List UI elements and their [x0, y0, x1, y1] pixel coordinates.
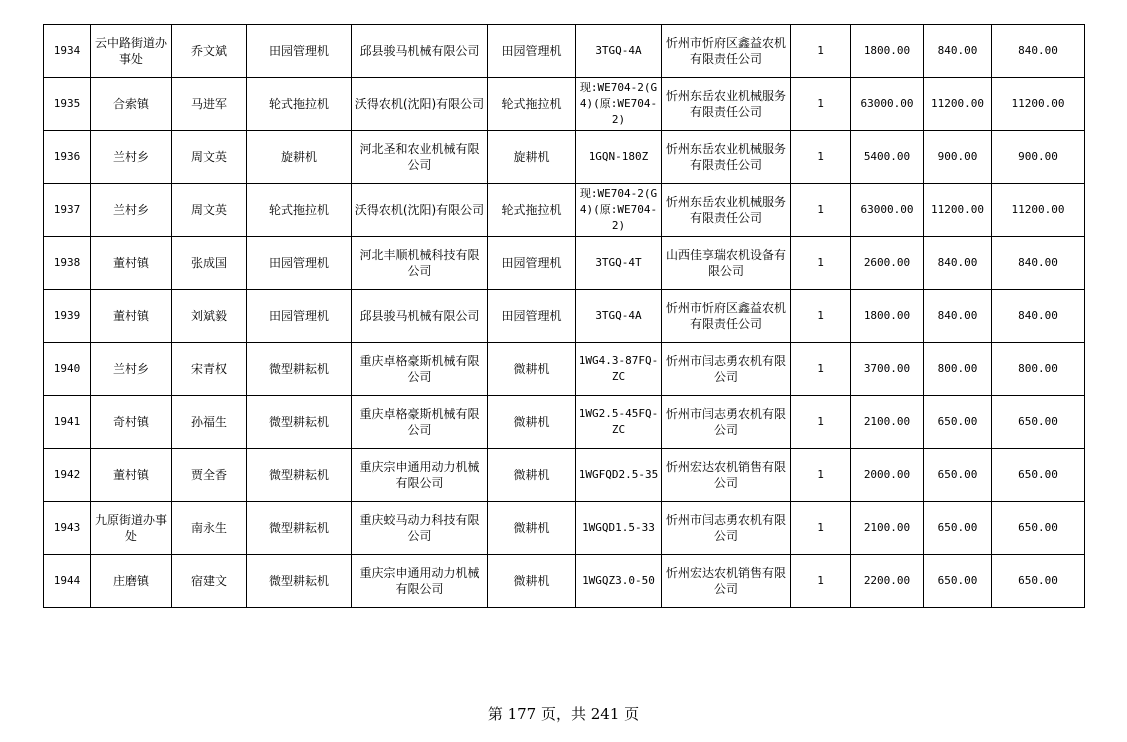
cell-town: 董村镇 [91, 449, 172, 502]
cell-quantity: 1 [791, 343, 851, 396]
cell-product: 微耕机 [488, 555, 576, 608]
cell-subsidy: 840.00 [924, 237, 992, 290]
cell-serial-no: 1939 [44, 290, 91, 343]
table-row [44, 78, 1085, 131]
cell-model: 3TGQ-4A [576, 25, 662, 78]
cell-quantity: 1 [791, 555, 851, 608]
cell-product: 轮式拖拉机 [488, 184, 576, 237]
cell-model: 1WGFQD2.5-35 [576, 449, 662, 502]
cell-total-subsidy: 650.00 [992, 396, 1085, 449]
cell-applicant: 南永生 [172, 502, 247, 555]
cell-model: 3TGQ-4A [576, 290, 662, 343]
cell-price: 1800.00 [851, 25, 924, 78]
cell-town: 庄磨镇 [91, 555, 172, 608]
cell-town: 合索镇 [91, 78, 172, 131]
cell-model: 1GQN-180Z [576, 131, 662, 184]
cell-subsidy: 650.00 [924, 396, 992, 449]
cell-subsidy: 840.00 [924, 290, 992, 343]
cell-model: 1WG4.3-87FQ-ZC [576, 343, 662, 396]
cell-category: 田园管理机 [247, 290, 352, 343]
cell-subsidy: 800.00 [924, 343, 992, 396]
cell-town: 兰村乡 [91, 343, 172, 396]
cell-dealer: 忻州东岳农业机械服务有限责任公司 [662, 78, 791, 131]
cell-applicant: 宿建文 [172, 555, 247, 608]
cell-category: 轮式拖拉机 [247, 78, 352, 131]
cell-product: 旋耕机 [488, 131, 576, 184]
cell-manufacturer: 邱县骏马机械有限公司 [352, 290, 488, 343]
cell-dealer: 忻州市忻府区鑫益农机有限责任公司 [662, 25, 791, 78]
cell-subsidy: 11200.00 [924, 184, 992, 237]
cell-price: 5400.00 [851, 131, 924, 184]
cell-applicant: 乔文斌 [172, 25, 247, 78]
cell-subsidy: 900.00 [924, 131, 992, 184]
cell-model: 1WGQZ3.0-50 [576, 555, 662, 608]
table-row [44, 449, 1085, 502]
subsidy-table [43, 24, 1085, 608]
cell-quantity: 1 [791, 502, 851, 555]
cell-manufacturer: 重庆宗申通用动力机械有限公司 [352, 555, 488, 608]
cell-model: 3TGQ-4T [576, 237, 662, 290]
cell-town: 云中路街道办事处 [91, 25, 172, 78]
cell-product: 微耕机 [488, 502, 576, 555]
cell-applicant: 宋青权 [172, 343, 247, 396]
cell-total-subsidy: 840.00 [992, 237, 1085, 290]
cell-model: 1WG2.5-45FQ-ZC [576, 396, 662, 449]
cell-quantity: 1 [791, 78, 851, 131]
cell-total-subsidy: 11200.00 [992, 78, 1085, 131]
page-footer: 第 177 页，共 241 页 [487, 705, 640, 723]
cell-dealer: 忻州东岳农业机械服务有限责任公司 [662, 131, 791, 184]
cell-town: 兰村乡 [91, 184, 172, 237]
table-row [44, 131, 1085, 184]
cell-price: 1800.00 [851, 290, 924, 343]
cell-serial-no: 1942 [44, 449, 91, 502]
cell-town: 兰村乡 [91, 131, 172, 184]
cell-price: 2600.00 [851, 237, 924, 290]
cell-dealer: 忻州宏达农机销售有限公司 [662, 555, 791, 608]
cell-serial-no: 1937 [44, 184, 91, 237]
cell-subsidy: 650.00 [924, 555, 992, 608]
cell-quantity: 1 [791, 290, 851, 343]
cell-subsidy: 650.00 [924, 449, 992, 502]
table-row [44, 502, 1085, 555]
cell-price: 2200.00 [851, 555, 924, 608]
cell-applicant: 贾全香 [172, 449, 247, 502]
table-row [44, 237, 1085, 290]
cell-serial-no: 1935 [44, 78, 91, 131]
table-row [44, 25, 1085, 78]
table-row [44, 290, 1085, 343]
cell-model: 1WGQD1.5-33 [576, 502, 662, 555]
cell-town: 董村镇 [91, 290, 172, 343]
cell-category: 轮式拖拉机 [247, 184, 352, 237]
cell-serial-no: 1941 [44, 396, 91, 449]
cell-manufacturer: 重庆卓格豪斯机械有限公司 [352, 343, 488, 396]
cell-model: 现:WE704-2(G4)(原:WE704-2) [576, 184, 662, 237]
cell-price: 63000.00 [851, 78, 924, 131]
cell-product: 田园管理机 [488, 290, 576, 343]
cell-manufacturer: 沃得农机(沈阳)有限公司 [352, 184, 488, 237]
cell-quantity: 1 [791, 237, 851, 290]
cell-total-subsidy: 800.00 [992, 343, 1085, 396]
cell-model: 现:WE704-2(G4)(原:WE704-2) [576, 78, 662, 131]
cell-manufacturer: 重庆宗申通用动力机械有限公司 [352, 449, 488, 502]
cell-manufacturer: 沃得农机(沈阳)有限公司 [352, 78, 488, 131]
cell-dealer: 忻州宏达农机销售有限公司 [662, 449, 791, 502]
table-row [44, 396, 1085, 449]
cell-dealer: 忻州市闫志勇农机有限公司 [662, 502, 791, 555]
cell-product: 微耕机 [488, 343, 576, 396]
cell-town: 奇村镇 [91, 396, 172, 449]
cell-quantity: 1 [791, 184, 851, 237]
cell-total-subsidy: 650.00 [992, 555, 1085, 608]
cell-total-subsidy: 11200.00 [992, 184, 1085, 237]
cell-subsidy: 11200.00 [924, 78, 992, 131]
cell-price: 3700.00 [851, 343, 924, 396]
cell-applicant: 孙福生 [172, 396, 247, 449]
cell-product: 微耕机 [488, 449, 576, 502]
cell-price: 63000.00 [851, 184, 924, 237]
cell-applicant: 马进军 [172, 78, 247, 131]
cell-total-subsidy: 650.00 [992, 502, 1085, 555]
cell-quantity: 1 [791, 396, 851, 449]
cell-manufacturer: 河北圣和农业机械有限公司 [352, 131, 488, 184]
cell-manufacturer: 河北丰顺机械科技有限公司 [352, 237, 488, 290]
cell-serial-no: 1943 [44, 502, 91, 555]
cell-category: 旋耕机 [247, 131, 352, 184]
cell-product: 微耕机 [488, 396, 576, 449]
cell-product: 田园管理机 [488, 237, 576, 290]
cell-manufacturer: 邱县骏马机械有限公司 [352, 25, 488, 78]
cell-price: 2100.00 [851, 396, 924, 449]
cell-total-subsidy: 650.00 [992, 449, 1085, 502]
cell-dealer: 忻州市闫志勇农机有限公司 [662, 343, 791, 396]
cell-serial-no: 1936 [44, 131, 91, 184]
cell-quantity: 1 [791, 25, 851, 78]
cell-price: 2000.00 [851, 449, 924, 502]
cell-dealer: 忻州市忻府区鑫益农机有限责任公司 [662, 290, 791, 343]
cell-serial-no: 1938 [44, 237, 91, 290]
cell-manufacturer: 重庆蛟马动力科技有限公司 [352, 502, 488, 555]
cell-serial-no: 1944 [44, 555, 91, 608]
cell-total-subsidy: 900.00 [992, 131, 1085, 184]
cell-category: 微型耕耘机 [247, 555, 352, 608]
cell-dealer: 山西佳享瑞农机设备有限公司 [662, 237, 791, 290]
cell-applicant: 刘斌毅 [172, 290, 247, 343]
cell-serial-no: 1940 [44, 343, 91, 396]
cell-category: 微型耕耘机 [247, 502, 352, 555]
cell-price: 2100.00 [851, 502, 924, 555]
table-row [44, 184, 1085, 237]
cell-applicant: 张成国 [172, 237, 247, 290]
cell-town: 九原街道办事处 [91, 502, 172, 555]
cell-quantity: 1 [791, 449, 851, 502]
cell-town: 董村镇 [91, 237, 172, 290]
cell-total-subsidy: 840.00 [992, 25, 1085, 78]
cell-category: 田园管理机 [247, 25, 352, 78]
cell-category: 微型耕耘机 [247, 396, 352, 449]
cell-dealer: 忻州市闫志勇农机有限公司 [662, 396, 791, 449]
cell-category: 田园管理机 [247, 237, 352, 290]
cell-manufacturer: 重庆卓格豪斯机械有限公司 [352, 396, 488, 449]
cell-applicant: 周文英 [172, 184, 247, 237]
cell-dealer: 忻州东岳农业机械服务有限责任公司 [662, 184, 791, 237]
cell-serial-no: 1934 [44, 25, 91, 78]
cell-product: 田园管理机 [488, 25, 576, 78]
cell-category: 微型耕耘机 [247, 449, 352, 502]
cell-subsidy: 840.00 [924, 25, 992, 78]
cell-total-subsidy: 840.00 [992, 290, 1085, 343]
cell-applicant: 周文英 [172, 131, 247, 184]
cell-category: 微型耕耘机 [247, 343, 352, 396]
table-row [44, 343, 1085, 396]
cell-quantity: 1 [791, 131, 851, 184]
cell-subsidy: 650.00 [924, 502, 992, 555]
table-row [44, 555, 1085, 608]
cell-product: 轮式拖拉机 [488, 78, 576, 131]
